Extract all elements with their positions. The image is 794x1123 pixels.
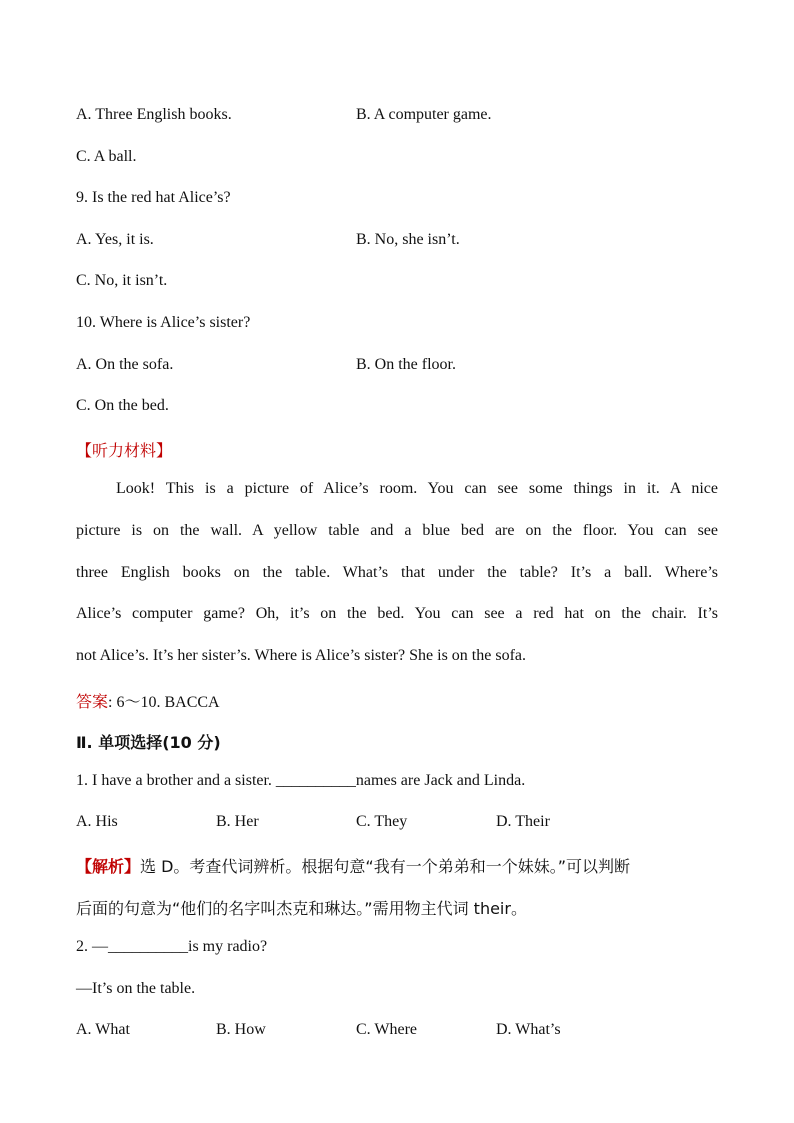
analysis-label: 【解析】 xyxy=(76,857,141,876)
answer-line xyxy=(76,689,220,712)
section-title: Ⅱ. 单项选择(10 分) xyxy=(76,733,221,752)
mc1-analysis-continued: 后面的句意为“他们的名字叫杰克和琳达。”需用物主代词 their。 xyxy=(76,899,527,918)
listening-heading: 【听力材料】 xyxy=(76,441,173,460)
q8-option-c: C. A ball. xyxy=(76,148,137,165)
mc2-option-c: C. Where xyxy=(356,1021,418,1038)
q10-option-b: B. On the floor. xyxy=(356,356,456,373)
q10-option-a: A. On the sofa. xyxy=(76,356,174,373)
q9-option-c: C. No, it isn’t. xyxy=(76,272,168,289)
q9-option-b: B. No, she isn’t. xyxy=(356,231,460,248)
mc2-option-a: A. What xyxy=(76,1021,130,1038)
mc1-option-d: D. Their xyxy=(496,813,550,830)
mc1-option-a: A. His xyxy=(76,813,118,830)
q8-option-b: B. A computer game. xyxy=(356,106,492,123)
q10-option-c: C. On the bed. xyxy=(76,397,169,414)
listening-line: Look! This is a picture of Alice’s room. You can see some things in it. A nice xyxy=(116,480,718,497)
mc1-stem: 1. I have a brother and a sister. __________names are Jack and Linda. xyxy=(76,772,526,789)
listening-line: not Alice’s. It’s her sister’s. Where is Alice’s sister? She is on the sofa. xyxy=(76,647,526,664)
mc1-option-b: B. Her xyxy=(216,813,259,830)
answer-label: 答案 xyxy=(76,692,109,711)
mc2-stem: 2. —__________is my radio? xyxy=(76,938,268,955)
q9-option-a: A. Yes, it is. xyxy=(76,231,154,248)
mc1-analysis xyxy=(76,854,630,877)
answer-text: : 6～10. BACCA xyxy=(108,694,220,711)
mc2-option-b: B. How xyxy=(216,1021,266,1038)
listening-line: picture is on the wall. A yellow table and a blue bed are on the floor. You can see xyxy=(76,522,718,539)
listening-line: three English books on the table. What’s that under the table? It’s a ball. Where’s xyxy=(76,564,718,581)
mc1-option-c: C. They xyxy=(356,813,408,830)
mc2-reply: —It’s on the table. xyxy=(76,980,196,997)
q9-stem: 9. Is the red hat Alice’s? xyxy=(76,189,231,206)
analysis-text: 选 D。考查代词辨析。根据句意“我有一个弟弟和一个妹妹。”可以判断 xyxy=(140,857,631,876)
q10-stem: 10. Where is Alice’s sister? xyxy=(76,314,251,331)
listening-line: Alice’s computer game? Oh, it’s on the bed. You can see a red hat on the chair. It’s xyxy=(76,605,718,622)
q8-option-a: A. Three English books. xyxy=(76,106,232,123)
mc2-option-d: D. What’s xyxy=(496,1021,561,1038)
